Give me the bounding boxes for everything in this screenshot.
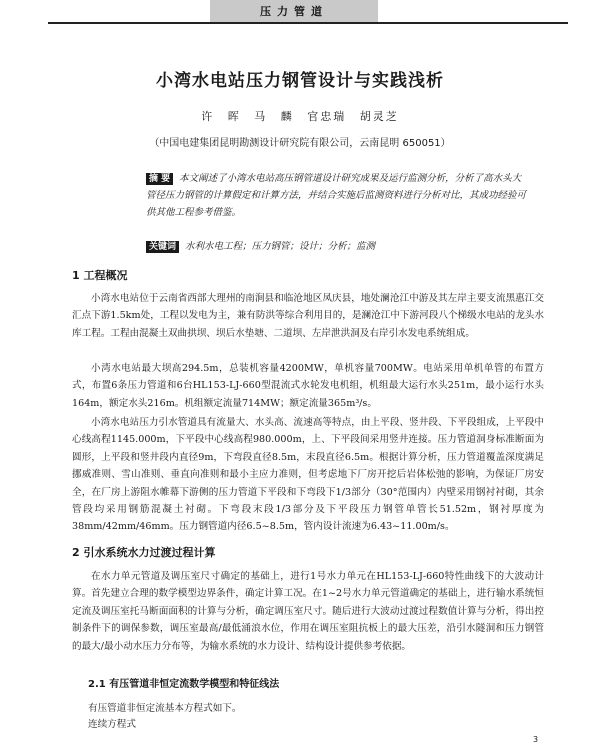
header-label-bar xyxy=(210,0,378,22)
keywords-text: 水利水电工程；压力钢管；设计；分析；监测 xyxy=(185,241,376,252)
article-affiliation: （中国电建集团昆明勘测设计研究院有限公司，云南昆明 650051） xyxy=(149,138,451,149)
abstract-block xyxy=(146,170,526,221)
abstract-label: 摘 要 xyxy=(146,173,173,185)
paragraph: 小湾水电站压力引水管道具有流量大、水头高、流速高等特点，由上平段、竖井段、下平段组成，上平段中心线高程1145.000m，下平段中心线高程980.000m，上、下平段间采用竖井连接。压力管道洞身标准断面为圆形，上平段和竖井段内直径9m，下弯段直径8.5m，末段直径6.5m。根据计算分析，压力管道覆盖深度满足挪威准则、雪山准则、垂直向准则和最小主应力准则，但考虑地下厂房开挖后岩体松弛的影响，为保证厂房安全，在厂房上游阻水帷幕下游侧的压力管道下平段和下弯段下1/3部分（30°范围内）内壁采用钢衬衬砌，其余管段均采用钢筋混凝土衬砌。下弯段末段1/3部分及下平段压力钢管单管长51.52m，钢衬厚度为38mm/42mm/46mm。压力钢管道内径6.5~8.5m，管内设计流速为6.43~11.00m/s。 xyxy=(72,417,544,533)
subsection-heading: 2.1 有压管道非恒定流数学模型和特征线法 xyxy=(88,679,280,690)
abstract-text: 本文阐述了小湾水电站高压钢管道设计研究成果及运行监测分析，分析了高水头大管径压力钢管的计算假定和计算方法，并结合实施后监测资料进行分析对比，其成功经验可供其他工程参考借鉴。 xyxy=(146,173,527,218)
header-rule xyxy=(48,22,568,24)
running-header xyxy=(0,0,600,26)
keywords-label: 关键词 xyxy=(146,241,179,253)
paragraph: 在水力单元管道及调压室尺寸确定的基础上，进行1号水力单元在HL153-LJ-660特性曲线下的大波动计算。首先建立合理的数学模型边界条件，确定计算工况。在1~2号水力单元管道确定的基础上，进行输水系统恒定流及调压室托马断面面积的计算与分析，确定调压室尺寸。随后进行大波动过渡过程数值计算与分析，得出控制条件下的调保参数，调压室最高/最低涌浪水位，作用在调压室阻抗板上的最大压差，沿引水隧洞和压力钢管的最大/最小动水压力分布等，为输水系统的水力设计、结构设计提供参考依据。 xyxy=(72,571,544,652)
article-authors: 许 晖 马 麟 官忠瑞 胡灵芝 xyxy=(201,110,399,123)
paragraph: 小湾水电站位于云南省西部大理州的南涧县和临沧地区凤庆县，地处澜沧江中游及其左岸主要支流黑惠江交汇点下游1.5km处，工程以发电为主，兼有防洪等综合利用目的，是澜沧江中下游河段八个梯级水电站的龙头水库工程。工程由混凝土双曲拱坝、坝后水垫塘、二道坝、左岸泄洪洞及右岸引水发电系统组成。 xyxy=(72,293,544,339)
running-header-title: 压力管道 xyxy=(260,5,328,18)
section-heading-overview: 1 工程概况 xyxy=(72,269,128,282)
section-heading-transient: 2 引水系统水力过渡过程计算 xyxy=(72,546,216,559)
page-number: 3 xyxy=(533,735,539,744)
paragraph: 小湾水电站最大坝高294.5m，总装机容量4200MW，单机容量700MW。电站采用单机单管的布置方式，布置6条压力管道和6台HL153-LJ-660型混流式水轮发电机组，机组最大运行水头251m，最小运行水头164m，额定水头216m。机组额定流量714MW；额定流量365m³/s。 xyxy=(72,363,544,409)
keywords-block xyxy=(146,238,526,255)
article-title: 小湾水电站压力钢管设计与实践浅析 xyxy=(156,71,444,91)
body-line: 有压管道非恒定流基本方程式如下。 xyxy=(88,703,242,714)
body-line: 连续方程式 xyxy=(88,719,136,730)
